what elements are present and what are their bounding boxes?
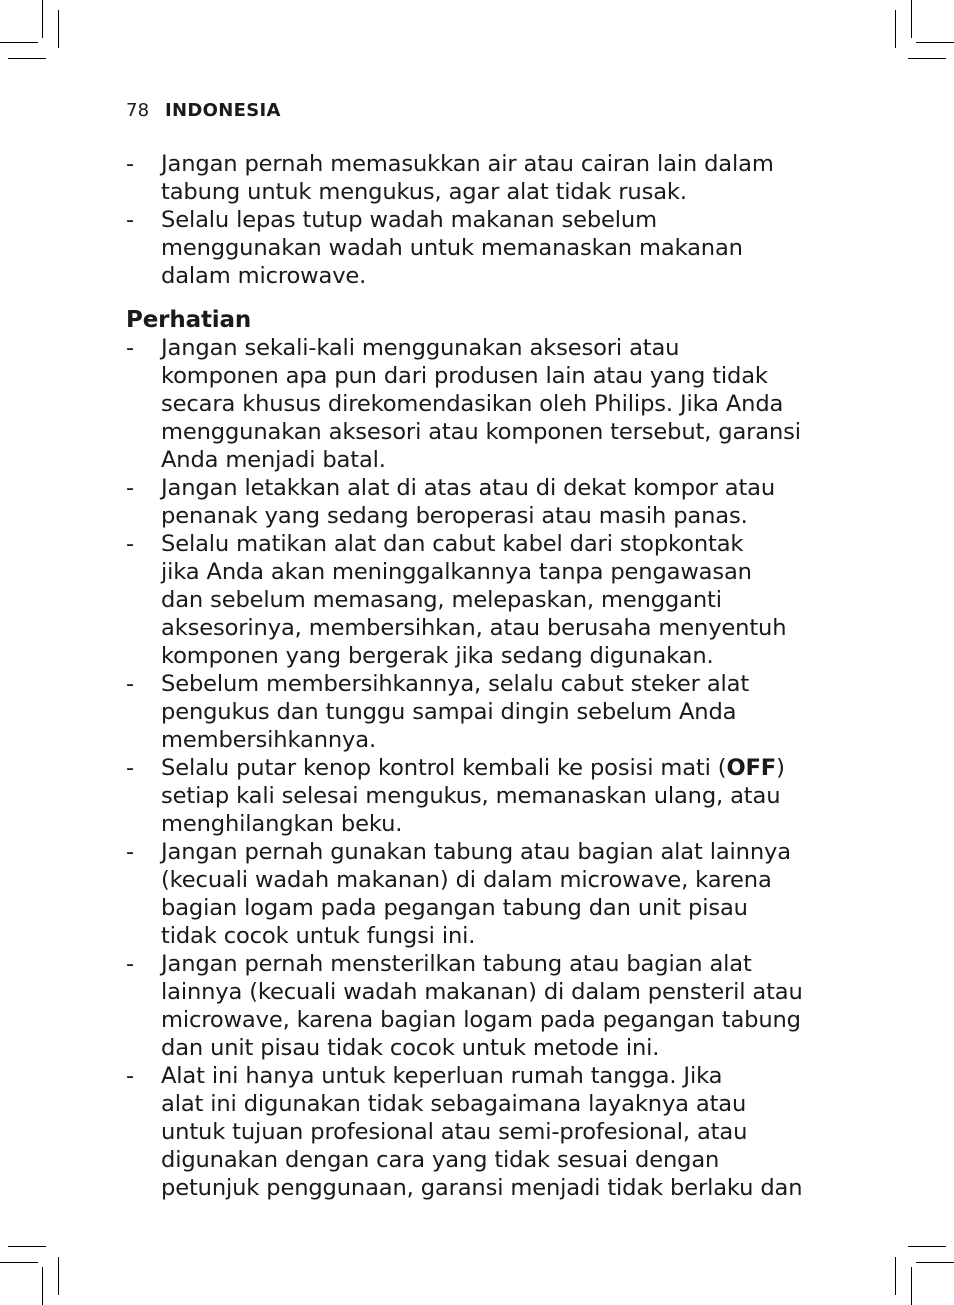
crop-mark [0,1262,38,1263]
text-line: Jangan pernah gunakan tabung atau bagian alat lainnya [161,839,791,865]
text-line: petunjuk penggunaan, garansi menjadi tidak berlaku dan [161,1175,803,1201]
bullet-dash: - [126,475,135,501]
text-line: tabung untuk mengukus, agar alat tidak rusak. [161,179,687,205]
text-line: Jangan pernah mensterilkan tabung atau bagian alat [161,951,752,977]
document-body [126,150,831,1202]
page-number: 78 [126,100,150,121]
text-line: menggunakan wadah untuk memanaskan makanan [161,235,743,261]
list-item [126,530,831,670]
text-segment: ) [776,755,785,781]
list-item [126,334,831,474]
crop-mark [916,42,954,43]
list-item [126,670,831,754]
crop-mark [911,0,912,38]
list-item [126,1062,831,1202]
text-line: aksesorinya, membersihkan, atau berusaha menyentuh [161,615,787,641]
crop-mark [916,1262,954,1263]
bullet-dash: - [126,839,135,865]
text-line: Anda menjadi batal. [161,447,386,473]
text-line [161,754,831,782]
crop-mark [58,1257,59,1295]
text-line: (kecuali wadah makanan) di dalam microwave, karena [161,867,772,893]
text-line: digunakan dengan cara yang tidak sesuai dengan [161,1147,720,1173]
off-label: OFF [726,755,777,781]
text-line: Sebelum membersihkannya, selalu cabut steker alat [161,671,750,697]
text-line: untuk tujuan profesional atau semi-profesional, atau [161,1119,748,1145]
text-line: setiap kali selesai mengukus, memanaskan ulang, atau [161,783,781,809]
bullet-dash: - [126,951,135,977]
crop-mark [911,1267,912,1305]
text-line: Jangan letakkan alat di atas atau di dekat kompor atau [161,475,776,501]
bullet-dash: - [126,531,135,557]
text-line: dan unit pisau tidak cocok untuk metode ini. [161,1035,660,1061]
crop-mark [42,1267,43,1305]
crop-mark [8,58,46,59]
bullet-dash: - [126,755,135,781]
text-line: secara khusus direkomendasikan oleh Philips. Jika Anda [161,391,784,417]
text-line: microwave, karena bagian logam pada pegangan tabung [161,1007,801,1033]
page-header [126,100,281,122]
crop-mark [908,1246,946,1247]
list-item [126,150,831,206]
bullet-dash: - [126,671,135,697]
text-line: menggunakan aksesori atau komponen tersebut, garansi [161,419,801,445]
bullet-dash: - [126,1063,135,1089]
text-line: Alat ini hanya untuk keperluan rumah tangga. Jika [161,1063,723,1089]
crop-mark [895,10,896,48]
text-line: Selalu matikan alat dan cabut kabel dari stopkontak [161,531,744,557]
caution-list [126,334,831,1202]
list-item [126,754,831,838]
crop-mark [0,42,38,43]
crop-mark [42,0,43,38]
crop-mark [8,1246,46,1247]
list-item [126,838,831,950]
text-line: bagian logam pada pegangan tabung dan unit pisau [161,895,748,921]
section-heading: Perhatian [126,307,252,333]
text-segment: Selalu putar kenop kontrol kembali ke posisi mati ( [161,755,727,781]
bullet-dash: - [126,151,135,177]
list-item [126,206,831,290]
text-line: alat ini digunakan tidak sebagaimana layaknya atau [161,1091,747,1117]
text-line: jika Anda akan meninggalkannya tanpa pengawasan [161,559,752,585]
text-line: pengukus dan tunggu sampai dingin sebelum Anda [161,699,737,725]
section-language: INDONESIA [165,100,281,121]
text-line: dan sebelum memasang, melepaskan, mengganti [161,587,722,613]
text-line: Jangan pernah memasukkan air atau cairan lain dalam [161,151,774,177]
text-line: komponen apa pun dari produsen lain atau yang tidak [161,363,768,389]
text-line: Jangan sekali-kali menggunakan aksesori atau [161,335,680,361]
text-line: penanak yang sedang beroperasi atau masih panas. [161,503,748,529]
intro-list [126,150,831,290]
text-line: membersihkannya. [161,727,376,753]
crop-mark [58,10,59,48]
text-line: dalam microwave. [161,263,367,289]
text-line: Selalu lepas tutup wadah makanan sebelum [161,207,657,233]
text-line: menghilangkan beku. [161,811,403,837]
bullet-dash: - [126,207,135,233]
crop-mark [908,58,946,59]
text-line: tidak cocok untuk fungsi ini. [161,923,476,949]
bullet-dash: - [126,335,135,361]
text-line: lainnya (kecuali wadah makanan) di dalam pensteril atau [161,979,803,1005]
list-item [126,950,831,1062]
text-line: komponen yang bergerak jika sedang digunakan. [161,643,714,669]
crop-mark [895,1257,896,1295]
list-item [126,474,831,530]
